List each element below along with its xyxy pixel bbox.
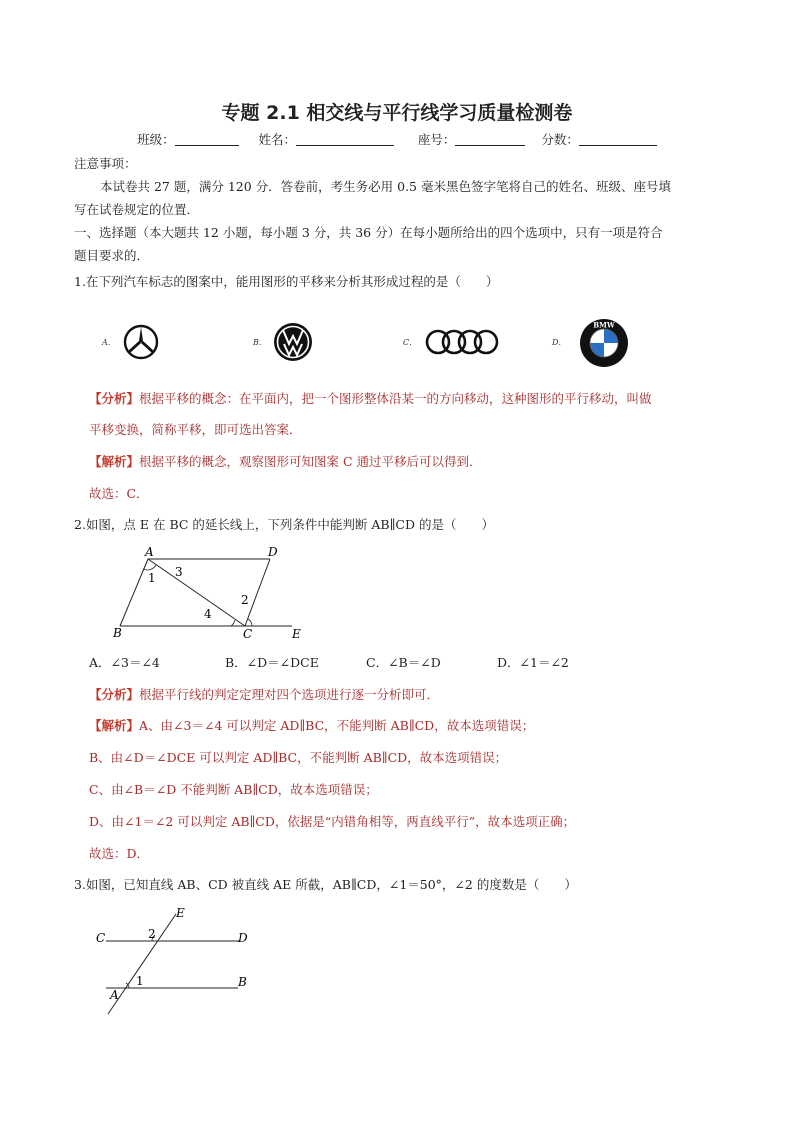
section1-line-1: 一、选择题（本大题共 12 小题，每小题 3 分，共 36 分）在每小题所给出的四个选项中，只有一项是符合 bbox=[74, 225, 663, 240]
q2-label-1: 1 bbox=[148, 571, 156, 585]
q2-option-d: D．∠1＝∠2 bbox=[497, 655, 569, 670]
segment-dc bbox=[245, 559, 270, 626]
q2-solution-a-line bbox=[89, 717, 534, 735]
page-title: 专题 2.1 相交线与平行线学习质量检测卷 bbox=[221, 102, 573, 124]
q2-label-4: 4 bbox=[204, 607, 212, 621]
notice-line-1: 本试卷共 27 题，满分 120 分．答卷前，考生务必用 0.5 毫米黑色签字笔将自己的姓名、班级、座号填 bbox=[100, 179, 671, 194]
q2-label-d: D bbox=[268, 545, 278, 559]
q1-stem: 1.在下列汽车标志的图案中，能用图形的平移来分析其形成过程的是（ ） bbox=[74, 274, 499, 289]
q1-solution-text: 根据平移的概念，观察图形可知图案 C 通过平移后可以得到． bbox=[139, 454, 482, 469]
q2-answer: 故选：D． bbox=[89, 846, 150, 861]
section1-line-2: 题目要求的． bbox=[74, 248, 150, 263]
seat-label: 座号： bbox=[417, 132, 456, 147]
q2-analysis-label: 【分析】 bbox=[89, 687, 140, 702]
q3-stem: 3.如图，已知直线 AB、CD 被直线 AE 所截，AB∥CD，∠1＝50°，∠2 的度数是（ ） bbox=[74, 877, 577, 892]
q2-option-a: A．∠3＝∠4 bbox=[89, 655, 160, 670]
q2-option-b: B．∠D＝∠DCE bbox=[225, 655, 319, 670]
q2-parallelogram-figure bbox=[110, 544, 310, 644]
q3-parallel-lines-figure bbox=[92, 904, 272, 1019]
bmw-logo-icon bbox=[579, 318, 629, 368]
q3-label-d: D bbox=[238, 931, 248, 945]
volkswagen-logo-icon bbox=[273, 322, 313, 362]
q2-option-c: C．∠B＝∠D bbox=[366, 655, 441, 670]
q1-solution-line bbox=[89, 453, 482, 471]
q3-label-1: 1 bbox=[136, 974, 144, 988]
bmw-logo-text: BMW bbox=[593, 320, 615, 330]
q1-solution-label: 【解析】 bbox=[89, 454, 140, 469]
q2-analysis-text: 根据平行线的判定定理对四个选项进行逐一分析即可． bbox=[139, 687, 440, 702]
q1-option-d-label: D． bbox=[552, 338, 567, 347]
audi-logo-icon bbox=[424, 328, 500, 356]
q2-label-e: E bbox=[292, 627, 301, 641]
q1-analysis-line-1 bbox=[89, 390, 652, 408]
score-blank[interactable] bbox=[579, 133, 657, 146]
q2-label-2: 2 bbox=[241, 593, 249, 607]
q3-label-b: B bbox=[238, 975, 247, 989]
q3-label-c: C bbox=[96, 931, 106, 945]
class-blank[interactable] bbox=[175, 133, 239, 146]
q2-solution-c: C、由∠B＝∠D 不能判断 AB∥CD，故本选项错误； bbox=[89, 782, 378, 797]
q2-solution-label: 【解析】 bbox=[89, 718, 140, 733]
score-label: 分数： bbox=[541, 132, 579, 147]
q2-analysis-line bbox=[89, 686, 439, 704]
class-label: 班级： bbox=[137, 132, 175, 147]
q1-analysis-text-1: 根据平移的概念：在平面内，把一个图形整体沿某一的方向移动，这种图形的平行移动，叫做 bbox=[139, 391, 652, 406]
q1-answer: 故选：C． bbox=[89, 486, 149, 501]
q2-label-a: A bbox=[145, 545, 154, 559]
q2-solution-b: B、由∠D＝∠DCE 可以判定 AD∥BC，不能判断 AB∥CD，故本选项错误； bbox=[89, 750, 508, 765]
q3-label-2: 2 bbox=[148, 927, 156, 941]
q3-label-e: E bbox=[176, 906, 185, 920]
notice-line-2: 写在试卷规定的位置． bbox=[74, 202, 200, 217]
name-label: 姓名： bbox=[258, 132, 297, 147]
q1-analysis-label: 【分析】 bbox=[89, 391, 140, 406]
q2-label-c: C bbox=[243, 627, 253, 641]
q1-option-b-label: B． bbox=[253, 338, 267, 347]
q2-stem: 2.如图，点 E 在 BC 的延长线上，下列条件中能判断 AB∥CD 的是（ ） bbox=[74, 517, 494, 532]
name-blank[interactable] bbox=[296, 133, 394, 146]
q1-option-a-label: A． bbox=[102, 338, 116, 347]
seat-blank[interactable] bbox=[455, 133, 525, 146]
q1-option-c-label: C． bbox=[403, 338, 418, 347]
q2-solution-d: D、由∠1＝∠2 可以判定 AB∥CD，依据是“内错角相等，两直线平行”，故本选项正确； bbox=[89, 814, 576, 829]
q1-analysis-line-2: 平移变换，简称平移，即可选出答案． bbox=[89, 422, 302, 437]
segment-ac bbox=[148, 559, 245, 626]
q2-label-3: 3 bbox=[175, 565, 183, 579]
q3-label-a: A bbox=[110, 988, 119, 1002]
notice-heading: 注意事项： bbox=[74, 156, 137, 171]
q2-label-b: B bbox=[113, 626, 122, 640]
mercedes-logo-icon bbox=[123, 324, 159, 360]
student-info-row bbox=[0, 130, 794, 148]
q2-solution-a: A、由∠3＝∠4 可以判定 AD∥BC，不能判断 AB∥CD，故本选项错误； bbox=[139, 718, 535, 733]
